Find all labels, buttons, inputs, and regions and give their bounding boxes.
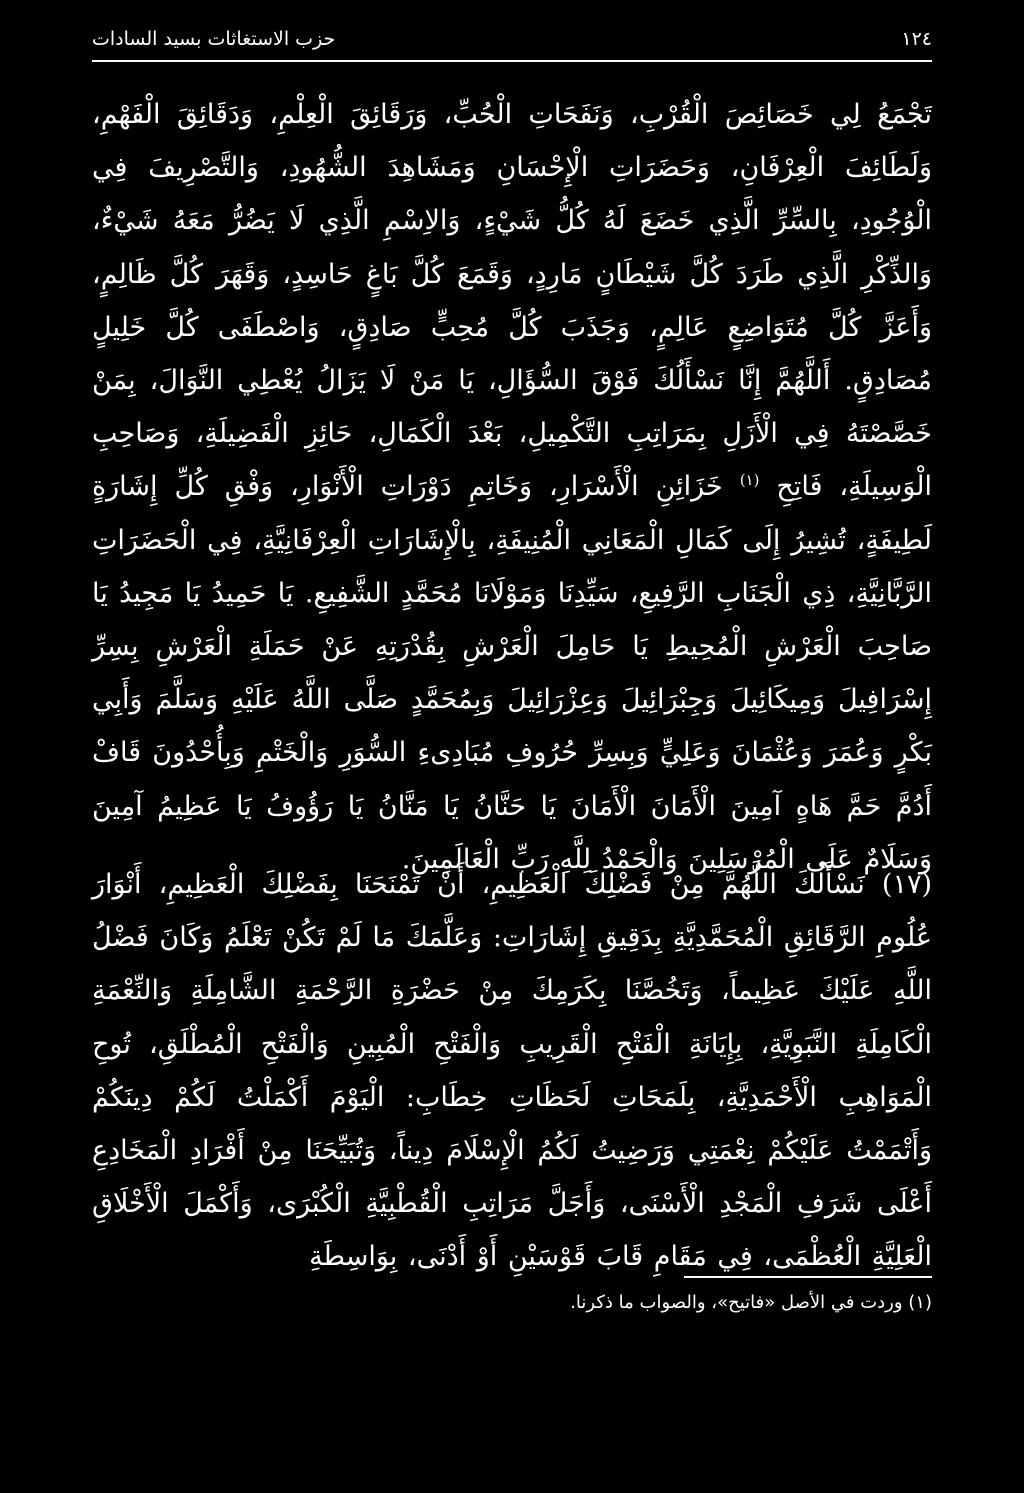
paragraph-1-part-b: خَزَائِنِ الْأَسْرَارِ، وَخَاتِمِ دَوْرَاتِ الْأَنْوَارِ، وَفْقِ كُلِّ إِشَارَةٍ لَطِيفَةٍ، تُشِيرُ إِلَى كَمَالِ الْمَعَانِي الْمُنِيفَةِ، بِالْإِشَارَاتِ الْعِرْفَانِيَّةِ، فِي الْحَضَرَاتِ الرَّبَّانِيَّةِ، ذِي الْجَنَابِ الرَّفِيعِ، سَيِّدِنَا وَمَوْلَانَا مُحَمَّدٍ الشَّفِيعِ. يَا حَمِيدُ يَا مَجِيدُ يَا صَاحِبَ الْعَرْشِ الْمُحِيطِ يَا حَامِلَ الْعَرْشِ بِقُدْرَتِهِ عَنْ حَمَلَةِ الْعَرْشِ بِسِرِّ إِسْرَافِيلَ وَمِيكَائِيلَ وَجِبْرَائِيلَ وَعِزْرَائِيلَ وَبِمُحَمَّدٍ صَلَّى اللَّهُ عَلَيْهِ وَسَلَّمَ وَأَبِي بَكْرٍ وَعُمَرَ وَعُثْمَانَ وَعَلِيٍّ وَبِسِرِّ حُرُوفِ مُبَادِىءِ السُّوَرِ وَالْخَتْمِ وَبِأُحْدُونَ قَافْ أَدُمَّ حَمَّ هَاهٍ آمِينَ الْأَمَانَ الْأَمَانَ يَا حَنَّانُ يَا مَنَّانُ يَا رَؤُوفُ يَا عَظِيمُ آمِينَ وَسَلَامٌ عَلَى الْمُرْسَلِينَ وَالْحَمْدُ لِلَّهِ رَبِّ الْعَالَمِينَ. xyxy=(92,471,932,875)
page-header xyxy=(92,22,932,56)
paragraph-1 xyxy=(92,88,932,886)
body-text xyxy=(92,88,932,1273)
running-title: حزب الاستغاثات بسيد السادات xyxy=(92,28,336,50)
page-number: ١٢٤ xyxy=(901,28,932,50)
footnote-rule xyxy=(684,1276,932,1278)
footnote: (١) وردت في الأصل «فاتيح»، والصواب ما ذكرنا. xyxy=(570,1292,932,1313)
paragraph-2: (١٧) نَسْأَلُكَ اللَّهُمَّ مِنْ فَضْلِكَ الْعَظِيمِ، أَنْ تَمْنَحَنَا بِفَضْلِكَ الْعَظِيمِ، أَنْوَارَ عُلُومِ الرَّقَائِقِ الْمُحَمَّدِيَّةِ بِدَقِيقِ إِشَارَاتِ: وَعَلَّمَكَ مَا لَمْ تَكُنْ تَعْلَمُ وَكَانَ فَضْلُ اللَّهِ عَلَيْكَ عَظِيماً، وَتَخُصَّنَا بِكَرَمِكَ مِنْ حَضْرَةِ الرَّحْمَةِ الشَّامِلَةِ وَالنِّعْمَةِ الْكَامِلَةِ النَّبَوِيَّةِ، بِإِيَانَةِ الْفَتْحِ الْقَرِيبِ وَالْفَتْحِ الْمُبِينِ وَالْفَتْحِ الْمُطْلَقِ، تُوحِ الْمَوَاهِبِ الْأَحْمَدِيَّةِ، بِلَمَحَاتِ لَحَظَاتِ خِطَابِ: الْيَوْمَ أَكْمَلْتُ لَكُمْ دِينَكُمْ وَأَتْمَمْتُ عَلَيْكُمْ نِعْمَتِي وَرَضِيتُ لَكُمُ الْإِسْلَامَ دِيناً، وَتُبَيِّحَنَا مِنْ أَفْرَادِ الْمَخَادِعِ أَعْلَى شَرَفِ الْمَجْدِ الْأَسْنَى، وَأَجَلَّ مَرَاتِبِ الْقُطْبِيَّةِ الْكُبْرَى، وَأَكْمَلَ الْأَخْلَاقِ الْعَلِيَّةِ الْعُظْمَى، فِي مَقَامِ قَابَ قَوْسَيْنِ أَوْ أَدْنَى، بِوَاسِطَةِ xyxy=(92,869,932,1273)
footnote-reference: (١) xyxy=(739,471,760,490)
paragraph-1-part-a: تَجْمَعُ لِي خَصَائِصَ الْقُرْبِ، وَنَفَحَاتِ الْحُبِّ، وَرَقَائِقَ الْعِلْمِ، وَدَقَائِقَ الْفَهْمِ، وَلَطَائِفَ الْعِرْفَانِ، وَحَضَرَاتِ الْإِحْسَانِ وَمَشَاهِدَ الشُّهُودِ، وَالتَّصْرِيفَ فِي الْوُجُودِ، بِالسِّرِّ الَّذِي خَضَعَ لَهُ كُلُّ شَيْءٍ، وَالاِسْمِ الَّذِي لَا يَضُرُّ مَعَهُ شَيْءٌ، وَالذِّكْرِ الَّذِي طَرَدَ كُلَّ شَيْطَانٍ مَارِدٍ، وَقَمَعَ كُلَّ بَاغٍ حَاسِدٍ، وَقَهَرَ كُلَّ ظَالِمٍ، وَأَعَزَّ كُلَّ مُتَوَاضِعٍ عَالِمٍ، وَجَذَبَ كُلَّ مُحِبٍّ صَادِقٍ، وَاصْطَفَى كُلَّ خَلِيلٍ مُصَادِقٍ. أَللَّهُمَّ إِنَّا نَسْأَلُكَ فَوْقَ السُّؤَالِ، يَا مَنْ لَا يَزَالُ يُعْطِي النَّوَالَ، بِمَنْ خَصَّصْتَهُ فِي الْأَزَلِ بِمَرَاتِبِ التَّكْمِيلِ، بَعْدَ الْكَمَالِ، حَائِزِ الْفَضِيلَةِ، وَصَاحِبِ الْوَسِيلَةِ، فَاتِحِ xyxy=(92,99,932,503)
header-rule xyxy=(92,60,932,62)
